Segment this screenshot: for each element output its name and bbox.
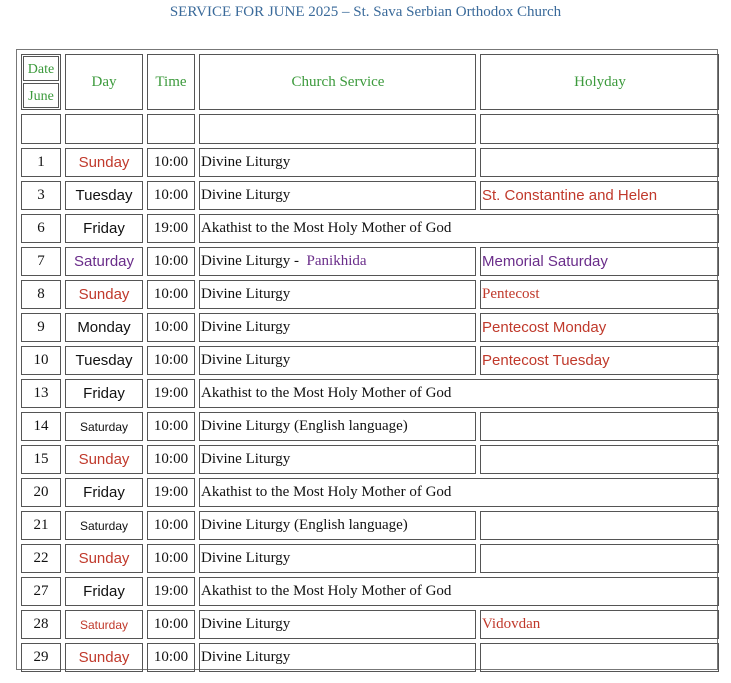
time-cell: 10:00 (147, 181, 195, 210)
service-cell: Divine Liturgy (199, 280, 476, 309)
day-cell: Sunday (65, 544, 143, 573)
date-cell: 27 (21, 577, 61, 606)
service-cell: Divine Liturgy (199, 544, 476, 573)
table-row (21, 148, 719, 177)
date-cell: 8 (21, 280, 61, 309)
service-cell: Divine Liturgy (199, 313, 476, 342)
time-cell: 10:00 (147, 412, 195, 441)
header-row (21, 54, 719, 110)
service-text: Divine Liturgy - (201, 253, 300, 269)
day-cell: Saturday (65, 247, 143, 276)
panikhida-text: Panikhida (306, 253, 367, 269)
service-cell: Akathist to the Most Holy Mother of God (199, 379, 719, 408)
time-cell: 10:00 (147, 313, 195, 342)
date-cell: 22 (21, 544, 61, 573)
day-cell: Sunday (65, 280, 143, 309)
time-cell: 10:00 (147, 148, 195, 177)
day-cell: Friday (65, 478, 143, 507)
blank-cell (147, 114, 195, 144)
service-cell: Divine Liturgy (199, 445, 476, 474)
day-cell: Friday (65, 577, 143, 606)
date-cell: 21 (21, 511, 61, 540)
table-row (21, 181, 719, 210)
date-cell: 28 (21, 610, 61, 639)
day-cell: Saturday (65, 610, 143, 639)
date-cell: 29 (21, 643, 61, 672)
time-cell: 19:00 (147, 379, 195, 408)
day-cell: Friday (65, 379, 143, 408)
service-header: Church Service (199, 54, 476, 110)
day-cell: Tuesday (65, 181, 143, 210)
holyday-cell: Pentecost (480, 280, 719, 309)
table-row (21, 445, 719, 474)
time-cell: 10:00 (147, 346, 195, 375)
table-row (21, 610, 719, 639)
table-row (21, 478, 719, 507)
table-row (21, 544, 719, 573)
day-cell: Saturday (65, 511, 143, 540)
holyday-cell (480, 445, 719, 474)
table-row (21, 643, 719, 672)
time-cell: 10:00 (147, 610, 195, 639)
blank-cell (199, 114, 476, 144)
date-cell: 6 (21, 214, 61, 243)
time-cell: 10:00 (147, 544, 195, 573)
day-cell: Sunday (65, 445, 143, 474)
day-cell: Saturday (65, 412, 143, 441)
time-header: Time (147, 54, 195, 110)
table-row (21, 280, 719, 309)
holyday-cell: Pentecost Tuesday (480, 346, 719, 375)
day-cell: Sunday (65, 148, 143, 177)
holyday-header: Holyday (480, 54, 719, 110)
table-row (21, 511, 719, 540)
service-cell: Divine Liturgy (199, 610, 476, 639)
date-header-cell (21, 54, 61, 110)
blank-cell (65, 114, 143, 144)
month-header: June (23, 83, 59, 108)
date-header: Date (23, 56, 59, 81)
date-cell: 9 (21, 313, 61, 342)
holyday-cell: Vidovdan (480, 610, 719, 639)
holyday-cell (480, 148, 719, 177)
day-header: Day (65, 54, 143, 110)
service-cell: Akathist to the Most Holy Mother of God (199, 577, 719, 606)
time-cell: 10:00 (147, 643, 195, 672)
time-cell: 10:00 (147, 280, 195, 309)
holyday-cell: Pentecost Monday (480, 313, 719, 342)
date-cell: 20 (21, 478, 61, 507)
holyday-cell: Memorial Saturday (480, 247, 719, 276)
service-cell: Divine Liturgy (199, 346, 476, 375)
service-cell: Divine Liturgy (199, 643, 476, 672)
day-cell: Friday (65, 214, 143, 243)
day-cell: Monday (65, 313, 143, 342)
table-row (21, 379, 719, 408)
time-cell: 10:00 (147, 247, 195, 276)
date-cell: 13 (21, 379, 61, 408)
table-row (21, 247, 719, 276)
day-cell: Tuesday (65, 346, 143, 375)
service-cell: Divine Liturgy (English language) (199, 511, 476, 540)
table-row (21, 412, 719, 441)
holyday-cell: St. Constantine and Helen (480, 181, 719, 210)
day-cell: Sunday (65, 643, 143, 672)
service-cell (199, 247, 476, 276)
table-row (21, 577, 719, 606)
page-title: SERVICE FOR JUNE 2025 – St. Sava Serbian Orthodox Church (169, 4, 562, 20)
service-cell: Divine Liturgy (199, 148, 476, 177)
time-cell: 10:00 (147, 445, 195, 474)
table-row (21, 346, 719, 375)
date-cell: 1 (21, 148, 61, 177)
holyday-cell (480, 544, 719, 573)
table-row (21, 214, 719, 243)
time-cell: 19:00 (147, 214, 195, 243)
time-cell: 10:00 (147, 511, 195, 540)
service-cell: Akathist to the Most Holy Mother of God (199, 478, 719, 507)
date-cell: 14 (21, 412, 61, 441)
blank-row (21, 114, 719, 144)
holyday-cell (480, 643, 719, 672)
service-schedule-table (17, 50, 723, 676)
date-cell: 10 (21, 346, 61, 375)
time-cell: 19:00 (147, 577, 195, 606)
holyday-cell (480, 511, 719, 540)
blank-cell (480, 114, 719, 144)
service-cell: Divine Liturgy (English language) (199, 412, 476, 441)
date-cell: 15 (21, 445, 61, 474)
service-cell: Divine Liturgy (199, 181, 476, 210)
date-cell: 7 (21, 247, 61, 276)
time-cell: 19:00 (147, 478, 195, 507)
holyday-cell (480, 412, 719, 441)
blank-cell (21, 114, 61, 144)
table-row (21, 313, 719, 342)
date-cell: 3 (21, 181, 61, 210)
service-cell: Akathist to the Most Holy Mother of God (199, 214, 719, 243)
